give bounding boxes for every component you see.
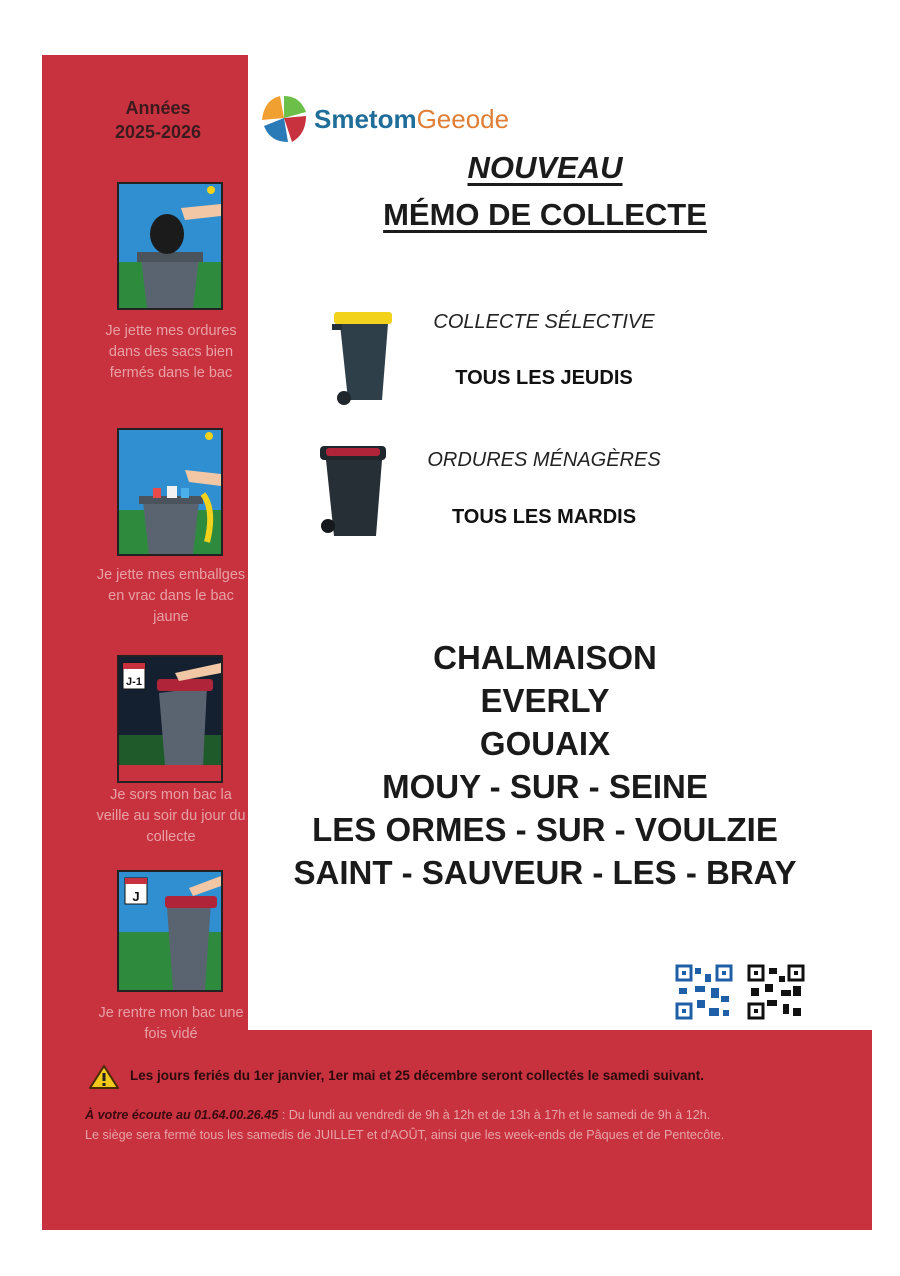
years-value: 2025-2026 xyxy=(114,122,202,142)
step-illustration-collection-day xyxy=(117,870,223,992)
qr-code-black-icon[interactable] xyxy=(747,964,805,1020)
title-memo: MÉMO DE COLLECTE xyxy=(383,197,707,232)
day-before-badge: J-1 xyxy=(126,676,142,688)
logo-word-2: Geeode xyxy=(416,104,510,134)
contact-hours: : Du lundi au vendredi de 9h à 12h et de 13h à 17h et le samedi de 9h à 12h. xyxy=(278,1108,711,1122)
years-label xyxy=(98,96,218,144)
day-badge: J xyxy=(132,889,140,904)
town-name: SAINT - SAUVEUR - LES - BRAY xyxy=(293,854,797,891)
qr-code-blue-icon[interactable] xyxy=(675,964,733,1020)
closure-notice: Le siège sera fermé tous les samedis de JUILLET et d'AOÛT, ainsi que les week-ends de Pâques et de Pentecôte. xyxy=(85,1128,725,1142)
town-name: EVERLY xyxy=(480,682,610,719)
title-nouveau: NOUVEAU xyxy=(467,150,623,185)
town-name: LES ORMES - SUR - VOULZIE xyxy=(312,811,778,848)
logo-mark-icon xyxy=(262,94,308,144)
town-name: GOUAIX xyxy=(479,725,611,762)
contact-phone: À votre écoute au 01.64.00.26.45 xyxy=(85,1108,279,1122)
step-caption: Je jette mes emballges en vrac dans le bac jaune xyxy=(96,567,246,625)
town-name: MOUY - SUR - SEINE xyxy=(382,768,708,805)
step-illustration-evening xyxy=(117,655,223,783)
step-caption: Je sors mon bac la veille au soir du jour du collecte xyxy=(96,787,246,845)
collection-type-label: COLLECTE SÉLECTIVE xyxy=(433,311,655,333)
holiday-notice-text: Les jours feriés du 1er janvier, 1er mai et 25 décembre seront collectés le samedi suivant. xyxy=(130,1068,705,1083)
step-caption: Je rentre mon bac une fois vidé xyxy=(98,1005,244,1042)
collection-day: TOUS LES MARDIS xyxy=(451,506,637,528)
step-caption: Je jette mes ordures dans des sacs bien fermés dans le bac xyxy=(105,323,237,381)
yellow-bin-icon xyxy=(330,308,396,408)
step-illustration-recycling xyxy=(117,428,223,556)
logo-wordmark xyxy=(314,102,509,136)
smetom-logo xyxy=(262,94,562,144)
town-name: CHALMAISON xyxy=(433,639,657,676)
collection-day: TOUS LES JEUDIS xyxy=(455,367,633,389)
years-label-text: Années xyxy=(125,98,191,118)
contact-hours-paragraph xyxy=(85,1105,845,1125)
logo-word-1: Smetom xyxy=(314,104,417,134)
town-list xyxy=(260,636,830,894)
holiday-notice xyxy=(88,1064,848,1092)
collection-type-label: ORDURES MÉNAGÈRES xyxy=(427,449,661,471)
red-bin-icon xyxy=(316,442,390,542)
contact-info xyxy=(85,1105,845,1145)
step-illustration-bag xyxy=(117,182,223,310)
warning-icon xyxy=(88,1064,120,1090)
